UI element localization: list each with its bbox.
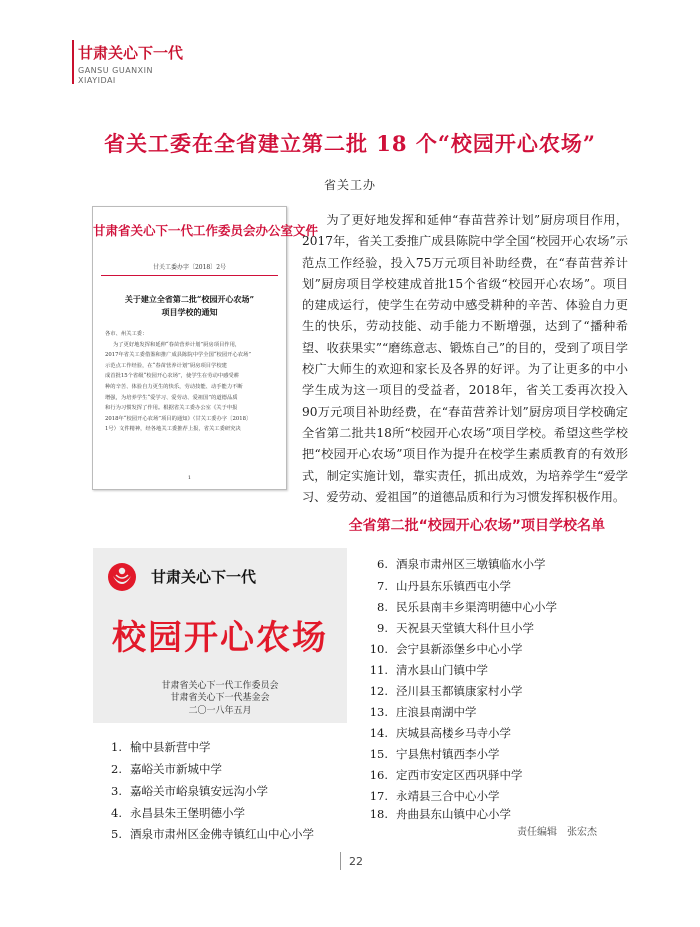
masthead-english-line1: GANSU GUANXIN — [78, 66, 153, 75]
list-item-number: 15. — [369, 747, 388, 761]
list-item-name: 嘉峪关市峪泉镇安远沟小学 — [130, 784, 268, 798]
document-body-line: 1号）文件精神，经各地关工委推荐上报，省关工委研究决 — [105, 426, 241, 433]
list-item — [366, 641, 523, 657]
list-item-name: 民乐县南丰乡渠湾明德中心小学 — [396, 600, 557, 614]
document-title-line1: 关于建立全省第二批“校园开心农场” — [124, 294, 255, 304]
list-item-name: 泾川县玉都镇康家村小学 — [396, 684, 523, 698]
document-body-line: 种的辛苦、体验自力更生的快乐，劳动技能、动手能力不断 — [105, 383, 243, 390]
list-item-number: 10. — [369, 642, 388, 656]
list-item-number: 13. — [369, 705, 388, 719]
list-item-number: 14. — [369, 726, 388, 740]
article-author: 省关工办 — [323, 178, 376, 192]
list-item-number: 16. — [369, 768, 388, 782]
list-item-name: 清水县山门镇中学 — [396, 663, 488, 677]
list-item-name: 庆城县高楼乡马寺小学 — [396, 726, 511, 740]
list-item-number: 3. — [111, 784, 122, 798]
list-item-name: 酒泉市肃州区金佛寺镇红山中心小学 — [130, 827, 314, 841]
masthead-english — [78, 66, 153, 86]
list-item-name: 榆中县新营中学 — [130, 740, 211, 754]
list-item-number: 4. — [111, 806, 122, 820]
list-item-number: 17. — [369, 789, 388, 803]
masthead-title: 甘肃关心下一代 — [78, 44, 184, 62]
list-item — [366, 788, 500, 804]
plaque-org-name: 甘肃关心下一代 — [151, 568, 257, 586]
list-item — [102, 783, 268, 799]
list-item-number: 11. — [369, 663, 388, 677]
list-item-number: 6. — [377, 557, 388, 571]
gansu-caring-logo-icon — [107, 562, 137, 592]
list-item-name: 宁县焦村镇西李小学 — [396, 747, 500, 761]
list-item — [366, 746, 500, 762]
document-title-line2: 项目学校的通知 — [161, 307, 218, 317]
document-number: 甘关工委办字〔2018〕2号 — [152, 264, 227, 271]
list-item — [366, 683, 523, 699]
list-item-name: 定西市安定区西巩驿中学 — [396, 768, 523, 782]
list-item-number: 2. — [111, 762, 122, 776]
plaque-line1: 甘肃省关心下一代工作委员会 — [161, 681, 279, 691]
document-body-line: 增强，为培养学生“爱学习、爱劳动、爱祖国”的道德品质 — [105, 394, 238, 401]
masthead-accent-bar — [72, 40, 74, 84]
page-number-divider — [340, 852, 341, 870]
list-item-name: 永靖县三合中心小学 — [396, 789, 500, 803]
list-item — [102, 739, 211, 755]
list-item-number: 1. — [111, 740, 122, 754]
list-item — [366, 662, 488, 678]
list-item-name: 天祝县天堂镇大科什旦小学 — [396, 621, 534, 635]
list-item-number: 18. — [369, 807, 388, 821]
list-item-number: 9. — [377, 621, 388, 635]
document-body-line: 2018年“校园开心农场”项目的通知》（甘关工委办字〔2018〕 — [105, 415, 252, 422]
document-header: 甘肃省关心下一代工作委员会办公室文件 — [93, 223, 319, 238]
document-title — [93, 293, 286, 319]
document-body-line: 和行为习惯发挥了作用。根据省关工委办公室《关于申报 — [105, 405, 238, 412]
list-item-number: 12. — [369, 684, 388, 698]
masthead-english-line2: XIAYIDAI — [78, 76, 116, 85]
article-body — [302, 210, 628, 508]
list-item-name: 酒泉市肃州区三墩镇临水小学 — [396, 557, 546, 571]
list-item — [366, 599, 557, 615]
list-item — [366, 806, 511, 822]
article-title: 省关工委在全省建立第二批 18 个“校园开心农场” — [103, 131, 596, 156]
list-item — [102, 805, 245, 821]
document-red-rule — [101, 275, 278, 276]
list-item — [102, 761, 222, 777]
document-salutation: 各市、州关工委： — [105, 331, 148, 337]
document-body — [105, 329, 275, 435]
list-item-name: 山丹县东乐镇西屯小学 — [396, 579, 511, 593]
list-item-name: 会宁县新添堡乡中心小学 — [396, 642, 523, 656]
list-item-name: 永昌县朱王堡明德小学 — [130, 806, 245, 820]
plaque-main-title: 校园开心农场 — [112, 618, 328, 658]
responsible-editor: 责任编辑 张宏杰 — [517, 827, 597, 838]
farm-plaque-image — [93, 548, 347, 723]
list-item — [366, 556, 546, 572]
article-paragraph: 为了更好地发挥和延伸“春苗营养计划”厨房项目作用，2017年，省关工委推广成县陈院中学全国“校园开心农场”示范点工作经验，投入75万元项目补助经费，在“春苗营养计划”厨房项目学校建成首批15个省级“校园开心农场”。项目的建成运行，使学生在劳动中感受耕种的辛苦、体验自力更生的快乐，劳动技能、动手能力不断增强，达到了“播种希望、收获果实”“磨练意志、锻炼自己”的目的，受到了项目学校广大师生的欢迎和家长及各界的好评。为了让更多的中小学生成为这一项目的受益者，2018年，省关工委再次投入90万元项目补助经费，在“春苗营养计划”厨房项目学校确定全省第二批共18所“校园开心农场”项目学校。希望这些学校把“校园开心农场”项目作为提升在校学生素质教育的有效形式，制定实施计划，靠实责任，抓出成效，为培养学生“爱学习、爱劳动、爱祖国”的道德品质和行为习惯发挥积极作用。 — [302, 213, 628, 504]
list-item-name: 嘉峪关市新城中学 — [130, 762, 222, 776]
school-list-heading: 全省第二批“校园开心农场”项目学校名单 — [348, 518, 605, 534]
list-item — [366, 620, 534, 636]
list-item-name: 庄浪县南湖中学 — [396, 705, 477, 719]
official-document-image — [92, 206, 319, 490]
list-item-number: 5. — [111, 827, 122, 841]
list-item — [366, 725, 511, 741]
list-item-number: 7. — [377, 579, 388, 593]
list-item — [366, 704, 477, 720]
list-item-name: 舟曲县东山镇中心小学 — [396, 807, 511, 821]
document-page-mark: 1 — [187, 475, 192, 481]
list-item — [366, 578, 511, 594]
plaque-line2: 甘肃省关心下一代基金会 — [170, 693, 270, 703]
document-body-line: 示范点工作经验，在“春苗营养计划”厨房项目学校建 — [105, 362, 227, 369]
list-item — [366, 767, 523, 783]
document-body-line: 成首批15个省级“校园开心农场”，使学生在劳动中感受耕 — [105, 373, 239, 380]
document-body-line: 为了更好地发挥和延伸“春苗营养计划”厨房项目作用， — [112, 341, 241, 348]
list-item-number: 8. — [377, 600, 388, 614]
document-body-line: 2017年省关工委借鉴和推广成县陈院中学全国“校园开心农场” — [105, 352, 252, 359]
plaque-date: 二〇一八年五月 — [188, 706, 252, 716]
page-number: 22 — [349, 855, 363, 868]
